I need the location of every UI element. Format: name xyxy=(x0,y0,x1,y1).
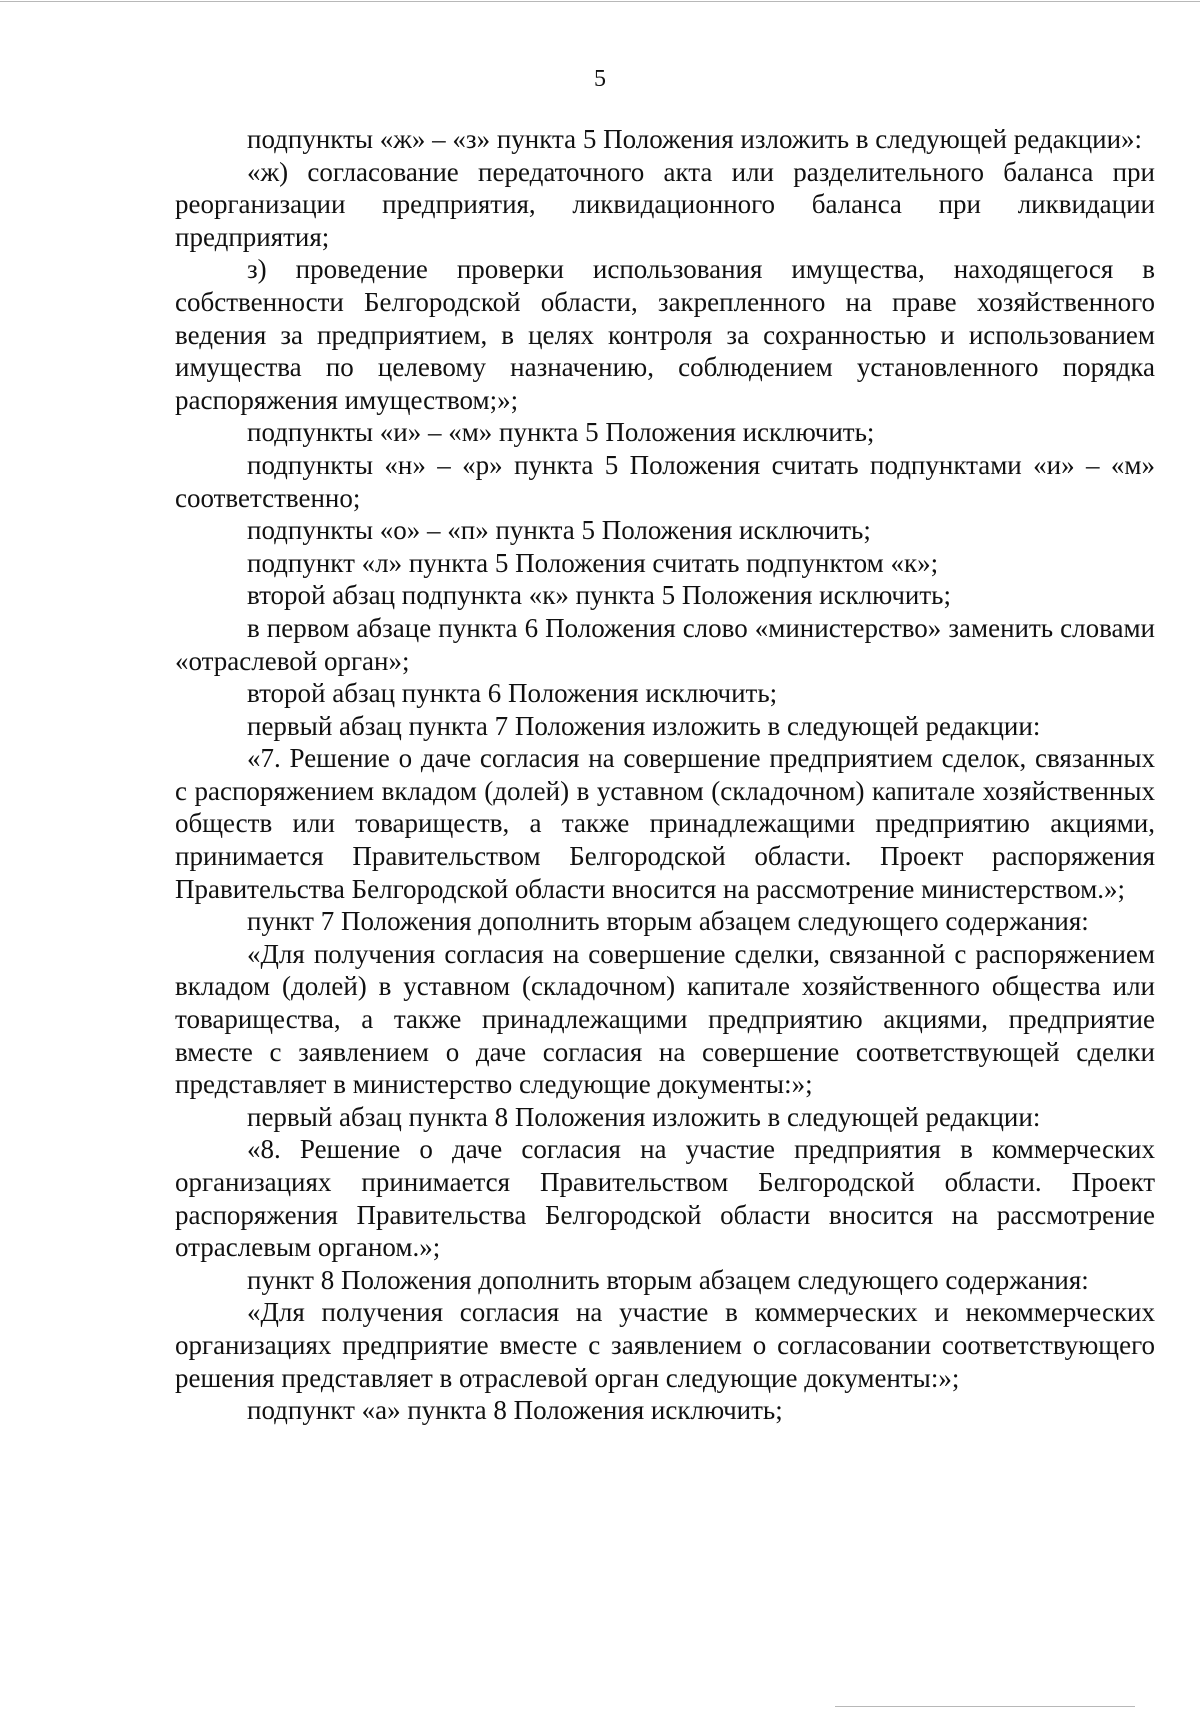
scan-bottom-mark xyxy=(835,1706,1135,1707)
scan-top-edge xyxy=(0,1,1200,2)
paragraph: «Для получения согласия на участие в коммерческих и некоммерческих организациях предприятие вместе с заявлением о согласовании соответствующего решения представляет в отраслевой орган следующие документы:»; xyxy=(175,1297,1155,1393)
paragraph: первый абзац пункта 8 Положения изложить в следующей редакции: xyxy=(247,1101,1041,1132)
paragraph: «ж) согласование передаточного акта или разделительного баланса при реорганизации предприятия, ликвидационного баланса при ликвидации предприятия; xyxy=(175,156,1155,252)
paragraph: подпункты «ж» – «з» пункта 5 Положения изложить в следующей редакции»: xyxy=(247,124,1143,154)
paragraph: пункт 7 Положения дополнить вторым абзацем следующего содержания: xyxy=(247,906,1089,937)
paragraph: з) проведение проверки использования имущества, находящегося в собственности Белгородской области, закрепленного на праве хозяйственного ведения за предприятием, в целях контроля за сохранностью и использованием имущества по целевому назначению, соблюдением установленного порядка распоряжения имуществом;»; xyxy=(175,254,1155,415)
paragraph: «7. Решение о даче согласия на совершение предприятием сделок, связанных с распоряжением вкладом (долей) в уставном (складочном) капитале хозяйственных обществ или товариществ, а также принадлежащими предприятию акциями, принимается Правительством Белгородской области. Проект распоряжения Правительства Белгородской области вносится на рассмотрение министерством.»; xyxy=(175,743,1155,904)
page-number: 5 xyxy=(594,66,606,92)
paragraph: второй абзац пункта 6 Положения исключить; xyxy=(247,678,778,709)
paragraph: подпункты «и» – «м» пункта 5 Положения исключить; xyxy=(247,417,875,448)
paragraph: в первом абзаце пункта 6 Положения слово «министерство» заменить словами «отраслевой орган»; xyxy=(175,612,1155,676)
paragraph: подпункты «н» – «р» пункта 5 Положения считать подпунктами «и» – «м» соответственно; xyxy=(175,449,1155,513)
paragraph: первый абзац пункта 7 Положения изложить в следующей редакции: xyxy=(247,710,1041,741)
paragraph: подпункты «о» – «п» пункта 5 Положения исключить; xyxy=(247,515,871,546)
document-body xyxy=(175,123,1155,1427)
paragraph: подпункт «а» пункта 8 Положения исключить; xyxy=(247,1395,783,1426)
paragraph: подпункт «л» пункта 5 Положения считать подпунктом «к»; xyxy=(247,547,939,578)
paragraph: «8. Решение о даче согласия на участие предприятия в коммерческих организациях принимается Правительством Белгородской области. Проект распоряжения Правительства Белгородской области вносится на рассмотрение отраслевым органом.»; xyxy=(175,1134,1155,1263)
paragraph: пункт 8 Положения дополнить вторым абзацем следующего содержания: xyxy=(247,1264,1089,1295)
paragraph: второй абзац подпункта «к» пункта 5 Положения исключить; xyxy=(247,580,951,611)
paragraph: «Для получения согласия на совершение сделки, связанной с распоряжением вкладом (долей) в уставном (складочном) капитале хозяйственного общества или товарищества, а также принадлежащими предприятию акциями, предприятие вместе с заявлением о даче согласия на совершение соответствующей сделки представляет в министерство следующие документы:»; xyxy=(175,938,1155,1100)
